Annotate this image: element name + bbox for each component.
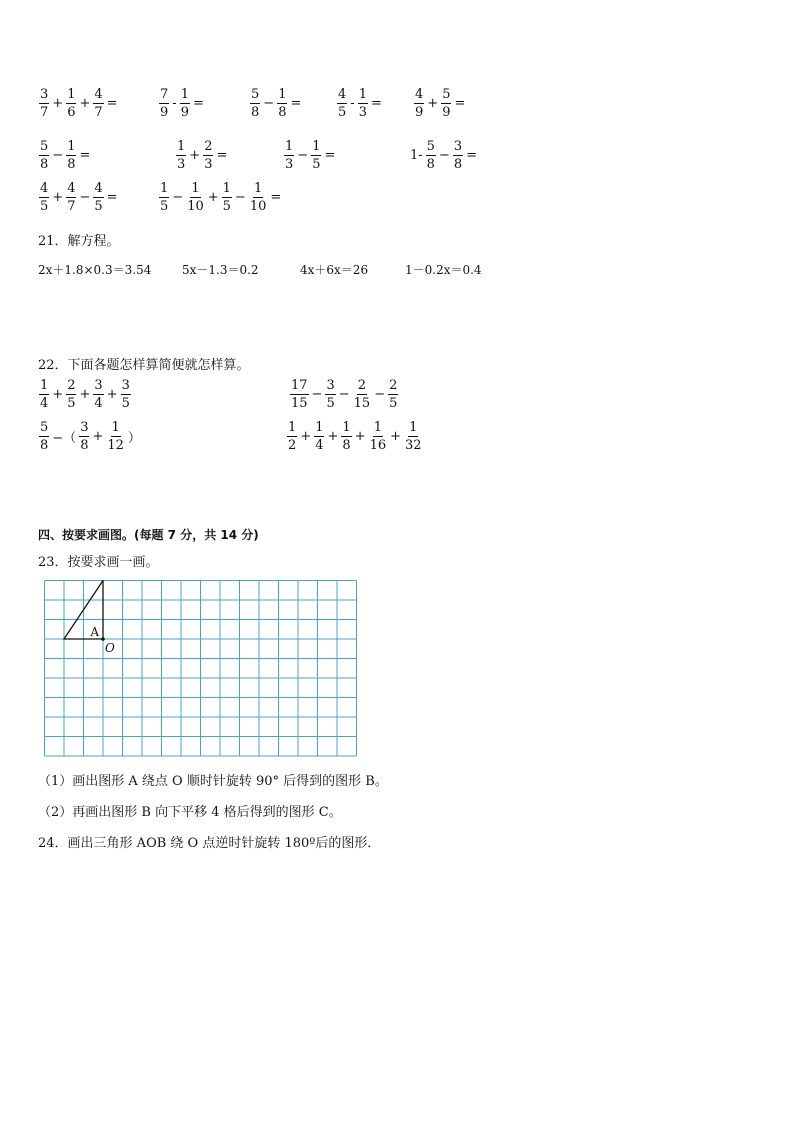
q23-part1: （1）画出图形 A 绕点 O 顺时针旋转 90° 后得到的图形 B。 <box>38 774 388 789</box>
numerator: 4 <box>94 87 103 102</box>
fraction <box>176 140 186 171</box>
fraction <box>311 140 321 171</box>
operator: + <box>189 148 201 163</box>
numerator: 3 <box>326 378 335 393</box>
numerator: 2 <box>357 378 367 393</box>
operator: − <box>263 96 275 111</box>
denominator: 8 <box>80 438 89 453</box>
numerator: 1 <box>315 420 324 435</box>
operator: − <box>374 387 386 402</box>
denominator: 9 <box>160 105 169 120</box>
operator: −（ <box>52 431 77 446</box>
numerator: 1 <box>358 87 367 102</box>
q23-part2: （2）再画出图形 B 向下平移 4 格后得到的图形 C。 <box>38 805 342 820</box>
fraction <box>388 379 398 410</box>
fraction <box>39 182 49 213</box>
operator: = <box>216 148 228 163</box>
q22-expr-4 <box>286 421 424 452</box>
fraction-expr-2-2 <box>175 140 229 171</box>
denominator: 7 <box>94 105 103 120</box>
operator: - <box>350 96 355 111</box>
section-4-heading: 四、按要求画图。(每题 7 分，共 14 分) <box>38 528 259 542</box>
q24-title: 24．画出三角形 AOB 绕 O 点逆时针旋转 180º后的图形． <box>38 836 381 851</box>
fraction <box>66 140 76 171</box>
operator: + <box>52 387 64 402</box>
operator: = <box>79 148 91 163</box>
fraction-expr-2-4 <box>408 140 479 171</box>
numerator: 4 <box>40 181 49 196</box>
operator: - <box>172 96 177 111</box>
fraction <box>277 88 287 119</box>
fraction <box>414 88 424 119</box>
label-a: A <box>90 625 99 640</box>
denominator: 4 <box>40 396 49 411</box>
denominator: 15 <box>291 396 308 411</box>
operator: + <box>327 429 339 444</box>
fraction <box>93 379 103 410</box>
numerator: 7 <box>160 87 169 102</box>
fraction-expr-2-3 <box>283 140 337 171</box>
fraction <box>369 421 388 452</box>
operator: − <box>338 387 350 402</box>
numerator: 4 <box>94 181 103 196</box>
denominator: 12 <box>107 438 124 453</box>
operator: + <box>52 190 64 205</box>
operator: − <box>297 148 309 163</box>
numerator: 3 <box>94 378 103 393</box>
numerator: 1 <box>67 87 76 102</box>
fraction <box>121 379 131 410</box>
fraction <box>290 379 309 410</box>
label-o: O <box>105 641 115 655</box>
fraction <box>358 88 368 119</box>
numerator: 1 <box>373 420 382 435</box>
operator: − <box>234 190 246 205</box>
fraction <box>341 421 351 452</box>
fraction <box>39 140 49 171</box>
fraction <box>159 182 169 213</box>
fraction <box>337 88 347 119</box>
operator: − <box>172 190 184 205</box>
operator: + <box>79 96 91 111</box>
operator: = <box>454 96 466 111</box>
operator: − <box>311 387 323 402</box>
denominator: 8 <box>67 157 76 172</box>
numerator: 4 <box>67 181 76 196</box>
denominator: 3 <box>177 157 186 172</box>
operator: + <box>52 96 64 111</box>
operator: + <box>92 429 104 444</box>
denominator: 9 <box>415 105 424 120</box>
fraction <box>404 421 423 452</box>
denominator: 15 <box>353 396 371 411</box>
fraction <box>93 182 103 213</box>
fraction <box>314 421 324 452</box>
fraction <box>79 421 89 452</box>
fraction <box>39 88 49 119</box>
denominator: 2 <box>288 438 297 453</box>
operator: + <box>79 387 91 402</box>
fraction <box>222 182 232 213</box>
numerator: 1 <box>40 378 49 393</box>
operator: + <box>427 96 439 111</box>
denominator: 5 <box>338 105 347 120</box>
operator: + <box>390 429 402 444</box>
fraction <box>159 88 169 119</box>
fraction <box>426 140 436 171</box>
denominator: 10 <box>249 199 267 214</box>
denominator: 4 <box>315 438 324 453</box>
denominator: 8 <box>342 438 351 453</box>
fraction <box>441 88 451 119</box>
operator: = <box>106 190 118 205</box>
numerator: 1 <box>288 420 297 435</box>
numerator: 1 <box>191 181 200 196</box>
operator: − <box>52 148 64 163</box>
numerator: 17 <box>291 378 308 393</box>
fraction <box>249 182 268 213</box>
fraction <box>93 88 103 119</box>
numerator: 4 <box>338 87 347 102</box>
fraction <box>39 379 49 410</box>
denominator: 6 <box>67 105 76 120</box>
numerator: 1 <box>180 87 189 102</box>
numerator: 5 <box>40 420 49 435</box>
denominator: 5 <box>312 157 321 172</box>
numerator: 2 <box>389 378 398 393</box>
denominator: 9 <box>180 105 189 120</box>
numerator: 3 <box>121 378 130 393</box>
fraction-expr-3-1 <box>38 182 120 213</box>
drawing-grid[interactable] <box>44 580 374 770</box>
numerator: 1 <box>222 181 231 196</box>
denominator: 32 <box>405 438 422 453</box>
operator: = <box>192 96 204 111</box>
denominator: 7 <box>67 199 76 214</box>
q22-expr-2 <box>289 379 399 410</box>
operator: ） <box>127 431 141 446</box>
numerator: 5 <box>442 87 451 102</box>
denominator: 10 <box>187 199 204 214</box>
fraction <box>325 379 335 410</box>
fraction <box>180 88 190 119</box>
denominator: 5 <box>389 396 398 411</box>
numerator: 1 <box>67 139 76 154</box>
fraction <box>353 379 372 410</box>
numerator: 1 <box>409 420 418 435</box>
q23-title: 23．按要求画一画。 <box>38 555 159 570</box>
denominator: 3 <box>358 105 367 120</box>
denominator: 8 <box>40 438 49 453</box>
numerator: 1 <box>177 139 186 154</box>
denominator: 9 <box>442 105 451 120</box>
numerator: 2 <box>67 378 76 393</box>
numerator: 1 <box>312 139 321 154</box>
q22-expr-1 <box>38 379 132 410</box>
operator: = <box>290 96 302 111</box>
numerator: 1 <box>160 181 169 196</box>
numerator: 1 <box>253 181 263 196</box>
operator: + <box>106 387 118 402</box>
operator: − <box>438 148 450 163</box>
fraction-expr-1-1 <box>38 88 120 119</box>
denominator: 7 <box>40 105 49 120</box>
numerator: 5 <box>40 139 49 154</box>
fraction <box>250 88 260 119</box>
fraction <box>39 421 49 452</box>
operator: 1- <box>410 148 423 163</box>
denominator: 8 <box>251 105 260 120</box>
denominator: 5 <box>326 396 335 411</box>
operator: = <box>370 96 382 111</box>
numerator: 3 <box>80 420 89 435</box>
numerator: 4 <box>415 87 424 102</box>
numerator: 3 <box>40 87 49 102</box>
numerator: 1 <box>111 420 120 435</box>
numerator: 5 <box>251 87 260 102</box>
operator: = <box>324 148 336 163</box>
denominator: 5 <box>94 199 103 214</box>
fraction <box>284 140 294 171</box>
operator: = <box>466 148 478 163</box>
denominator: 5 <box>40 199 49 214</box>
denominator: 5 <box>67 396 76 411</box>
fraction-expr-2-1 <box>38 140 92 171</box>
numerator: 1 <box>278 87 287 102</box>
denominator: 8 <box>278 105 287 120</box>
q21-equation-4: 1－0.2x＝0.4 <box>405 263 482 277</box>
q21-title: 21．解方程。 <box>38 234 120 249</box>
fraction-expr-1-3 <box>249 88 303 119</box>
denominator: 8 <box>426 157 435 172</box>
denominator: 4 <box>94 396 103 411</box>
fraction <box>106 421 125 452</box>
operator: = <box>106 96 118 111</box>
fraction <box>287 421 297 452</box>
operator: + <box>354 429 366 444</box>
fraction <box>203 140 213 171</box>
q22-expr-3 <box>38 421 143 452</box>
operator: + <box>300 429 312 444</box>
fraction-expr-1-2 <box>158 88 206 119</box>
numerator: 1 <box>285 139 294 154</box>
q22-title: 22．下面各题怎样算简便就怎样算。 <box>38 358 250 373</box>
operator: − <box>79 190 91 205</box>
denominator: 5 <box>121 396 130 411</box>
denominator: 8 <box>453 157 463 172</box>
fraction-expr-1-4 <box>336 88 384 119</box>
operator: = <box>270 190 282 205</box>
fraction-expr-1-5 <box>413 88 467 119</box>
denominator: 16 <box>369 438 387 453</box>
numerator: 3 <box>453 139 463 154</box>
denominator: 5 <box>160 199 169 214</box>
operator: + <box>207 190 219 205</box>
fraction <box>66 379 76 410</box>
fraction <box>66 182 76 213</box>
denominator: 5 <box>222 199 231 214</box>
q21-equation-3: 4x＋6x＝26 <box>300 263 369 277</box>
denominator: 3 <box>204 157 213 172</box>
numerator: 1 <box>342 420 351 435</box>
denominator: 8 <box>40 157 49 172</box>
fraction <box>66 88 76 119</box>
numerator: 5 <box>426 139 435 154</box>
q21-equation-2: 5x－1.3＝0.2 <box>182 263 259 277</box>
fraction-expr-3-2 <box>158 182 283 213</box>
fraction <box>186 182 205 213</box>
q21-equation-1: 2x＋1.8×0.3＝3.54 <box>38 263 152 277</box>
denominator: 3 <box>285 157 294 172</box>
fraction <box>453 140 463 171</box>
numerator: 2 <box>204 139 213 154</box>
